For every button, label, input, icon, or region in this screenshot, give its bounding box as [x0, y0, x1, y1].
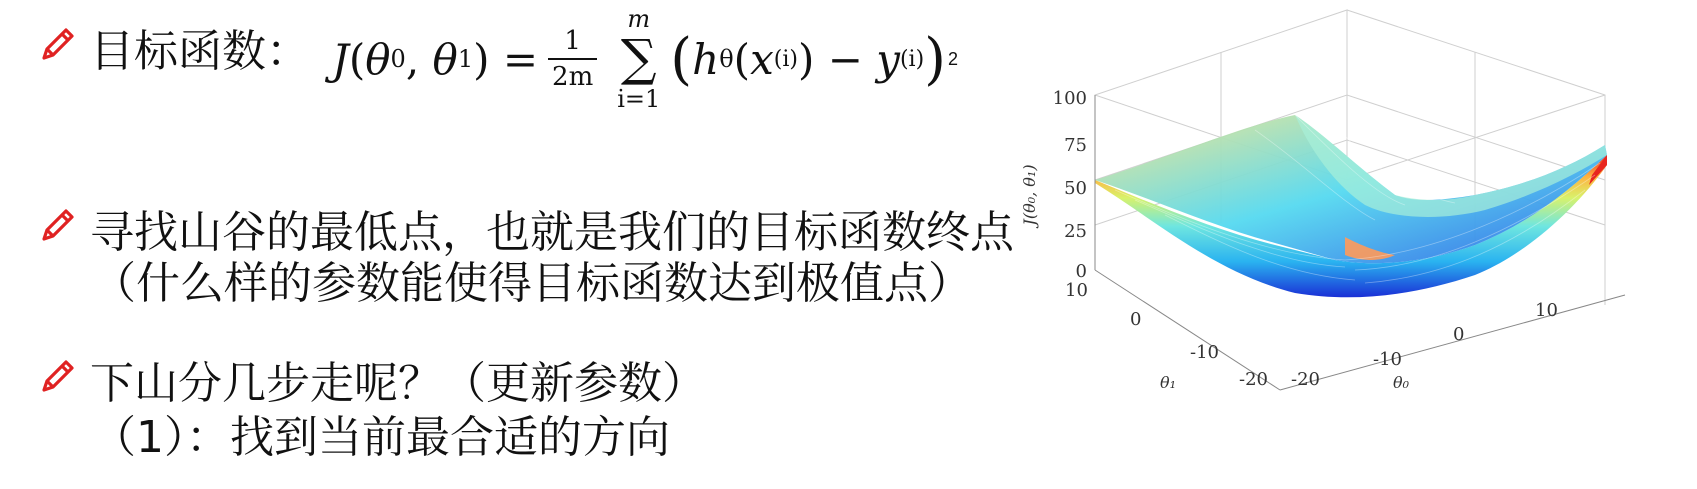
theta0-tick-neg20: -20: [1291, 369, 1320, 390]
formula-theta0: θ: [365, 34, 391, 84]
formula-exponent: 2: [948, 48, 959, 69]
z-tick-0: 0: [1075, 261, 1087, 282]
z-tick-75: 75: [1064, 135, 1087, 156]
z-tick-25: 25: [1064, 221, 1087, 242]
cost-surface-plot: [1020, 5, 1695, 485]
theta0-tick-0: 0: [1453, 324, 1465, 345]
formula-x-index: (i): [773, 46, 798, 72]
sum-upper-limit: m: [627, 5, 651, 33]
fraction-numerator: 1: [564, 26, 581, 56]
theta1-tick-0: 0: [1130, 309, 1142, 330]
formula-y: y: [876, 34, 900, 84]
objective-label: 目标函数：: [90, 26, 310, 77]
pencil-icon: [38, 358, 76, 396]
pencil-icon: [38, 26, 76, 64]
z-tick-100: 100: [1052, 88, 1087, 109]
formula-theta1: θ: [432, 34, 458, 84]
theta1-tick-neg20: -20: [1239, 369, 1268, 390]
formula-h-index: θ: [719, 45, 734, 73]
steps-text: 下山分几步走呢？（更新参数）: [90, 358, 706, 409]
theta0-tick-10: 10: [1535, 300, 1558, 321]
bullet-objective: [38, 26, 310, 78]
theta0-axis-label: θ₀: [1393, 373, 1410, 392]
bullet-lowest-point: [38, 207, 1014, 259]
formula-fraction: [548, 26, 597, 92]
formula-y-index: (i): [899, 46, 925, 72]
theta0-tick-neg10: -10: [1373, 349, 1402, 370]
z-tick-50: 50: [1064, 178, 1087, 199]
formula-h: h: [692, 34, 720, 84]
formula-sum: m ∑ i=1: [617, 5, 661, 113]
steps-subtext: （1）：找到当前最合适的方向: [92, 412, 670, 463]
sum-lower-limit: i=1: [617, 85, 661, 113]
theta1-tick-10: 10: [1065, 280, 1088, 301]
lowest-point-text: 寻找山谷的最低点，也就是我们的目标函数终点: [90, 207, 1014, 258]
formula-theta1-index: 1: [457, 45, 474, 73]
formula-j: J: [332, 34, 349, 84]
z-axis-label: J(θ₀, θ₁): [1020, 164, 1039, 226]
bullet-steps: [38, 358, 706, 410]
theta1-axis-label: θ₁: [1160, 373, 1177, 392]
objective-formula: J ( θ 0 , θ 1 ) = $\frac{1}{2m}$ m ∑ i=1 ( h θ ( x (i) ) − y (i) ) 2: [332, 5, 959, 113]
lowest-point-subtext: （什么样的参数能使得目标函数达到极值点）: [92, 258, 972, 309]
formula-theta0-index: 0: [390, 45, 406, 73]
fraction-denominator: 2m: [548, 58, 597, 92]
pencil-icon: [38, 207, 76, 245]
formula-x: x: [750, 34, 774, 84]
theta1-tick-neg10: -10: [1190, 342, 1219, 363]
